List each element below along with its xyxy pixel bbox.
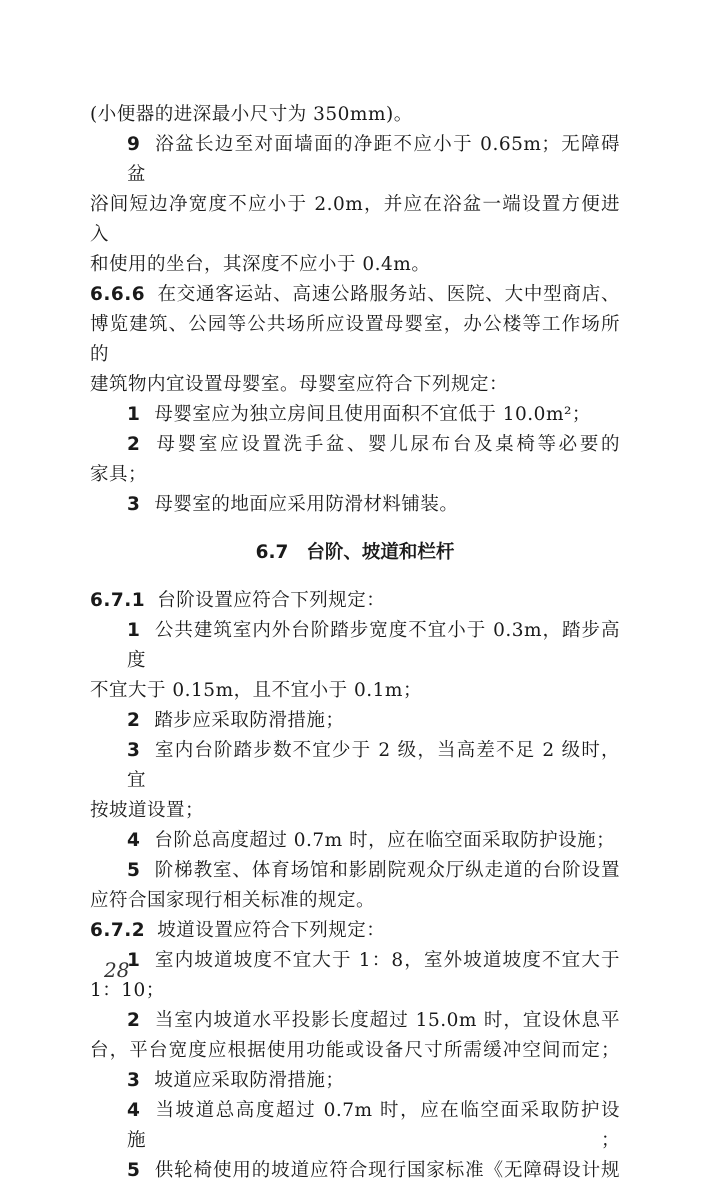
item-2: 2 母婴室应设置洗手盆、婴儿尿布台及桌椅等必要的 (127, 434, 620, 455)
text-line: 不宜大于 0.15m，且不宜小于 0.1m； (90, 680, 422, 701)
item-4: 4 台阶总高度超过 0.7m 时，应在临空面采取防护设施； (127, 830, 616, 851)
item-5: 5 阶梯教室、体育场馆和影剧院观众厅纵走道的台阶设置 (127, 860, 620, 881)
clause-6-6-6: 6.6.6 在交通客运站、高速公路服务站、医院、大中型商店、 (90, 284, 620, 305)
item-number: 1 (127, 950, 141, 971)
item-1: 1 公共建筑室内外台阶踏步宽度不宜小于 0.3m，踏步高度 (127, 620, 620, 671)
text-line: 1：10； (90, 980, 165, 1001)
item-3: 3 坡道应采取防滑措施； (127, 1070, 345, 1091)
item-1: 1 母婴室应为独立房间且使用面积不宜低于 10.0m²； (127, 404, 591, 425)
clause-number: 6.7.1 (90, 590, 146, 611)
text-line: 浴间短边净宽度不应小于 2.0m，并应在浴盆一端设置方便进入 (90, 194, 620, 245)
section-title: 台阶、坡道和栏杆 (306, 542, 455, 563)
section-heading (90, 538, 620, 568)
text-line: 家具； (90, 464, 148, 485)
section-number: 6.7 (255, 542, 289, 563)
clause-number: 6.6.6 (90, 284, 146, 305)
item-2: 2 踏步应采取防滑措施； (127, 710, 345, 731)
item-9: 9 浴盆长边至对面墙面的净距不应小于 0.65m；无障碍盆 (127, 134, 620, 185)
item-number: 5 (127, 860, 141, 881)
item-4: 4 当坡道总高度超过 0.7m 时，应在临空面采取防护设施； (127, 1100, 620, 1151)
text-line: 按坡道设置； (90, 800, 205, 821)
text-line: 和使用的坐台，其深度不应小于 0.4m。 (90, 254, 431, 275)
page-number: 28 (104, 958, 130, 982)
item-number: 3 (127, 740, 141, 761)
item-number: 4 (127, 1100, 141, 1121)
item-3: 3 室内台阶踏步数不宜少于 2 级，当高差不足 2 级时，宜 (127, 740, 620, 791)
item-number: 3 (127, 1070, 141, 1091)
item-number: 1 (127, 404, 141, 425)
item-2: 2 当室内坡道水平投影长度超过 15.0m 时，宜设休息平 (127, 1010, 620, 1031)
item-number: 2 (127, 710, 141, 731)
item-number: 9 (127, 134, 141, 155)
text-line: 博览建筑、公园等公共场所应设置母婴室，办公楼等工作场所的 (90, 314, 620, 365)
document-body (90, 100, 620, 1186)
item-number: 1 (127, 620, 141, 641)
clause-6-7-1: 6.7.1 台阶设置应符合下列规定： (90, 590, 386, 611)
item-number: 2 (127, 1010, 141, 1031)
clause-6-7-2: 6.7.2 坡道设置应符合下列规定： (90, 920, 386, 941)
item-number: 3 (127, 494, 141, 515)
item-number: 4 (127, 830, 141, 851)
text-line: 台，平台宽度应根据使用功能或设备尺寸所需缓冲空间而定； (90, 1040, 620, 1061)
text-line: 建筑物内宜设置母婴室。母婴室应符合下列规定： (90, 374, 509, 395)
item-5: 5 供轮椅使用的坡道应符合现行国家标准《无障碍设计规 (127, 1160, 620, 1181)
text-line: 应符合国家现行相关标准的规定。 (90, 890, 376, 911)
clause-number: 6.7.2 (90, 920, 146, 941)
text-line: (小便器的进深最小尺寸为 350mm)。 (90, 104, 413, 125)
item-1: 1 室内坡道坡度不宜大于 1：8，室外坡道坡度不宜大于 (127, 950, 620, 971)
item-number: 5 (127, 1160, 141, 1181)
item-number: 2 (127, 434, 141, 455)
item-3: 3 母婴室的地面应采用防滑材料铺装。 (127, 494, 459, 515)
